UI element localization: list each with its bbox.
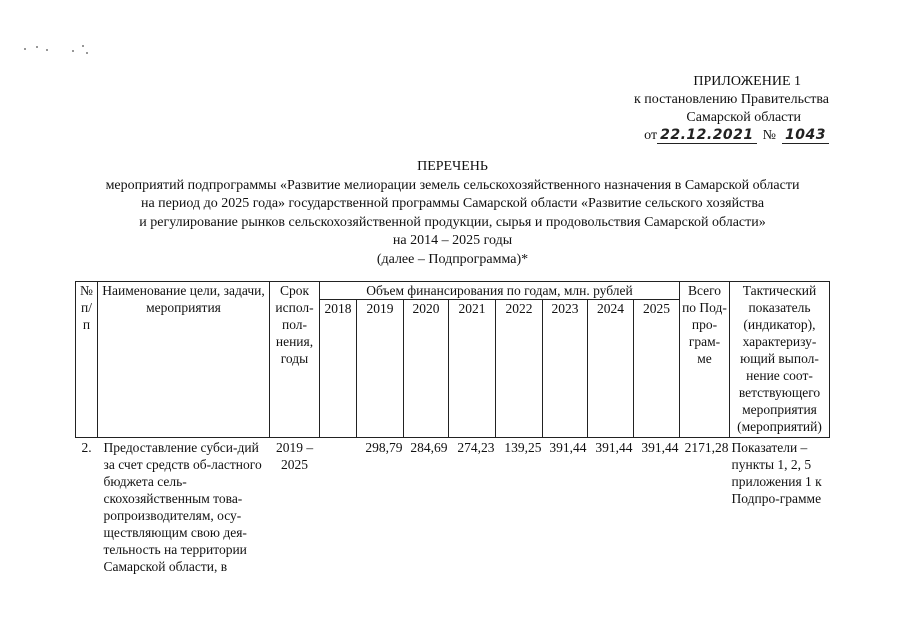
row-value-2025: 391,44 — [641, 440, 679, 455]
row-value-2021: 274,23 — [457, 440, 495, 455]
row-total: 2171,28 — [684, 440, 729, 455]
title-line3: и регулирование рынков сельскохозяйственной продукции, сырья и продовольствия Самарской области» — [139, 214, 766, 230]
header-year: 2019 — [357, 300, 404, 438]
funding-table — [75, 281, 830, 575]
date-prefix: от — [644, 128, 658, 143]
handwritten-number: 1043 — [782, 127, 829, 144]
row-name: Предоставление субси-дий за счет средств об-ластного бюджета сель-скохозяйственным това-ропроизводителям, осу-ществляющим свою дея-тельность на территории Самарской области, в — [103, 440, 262, 574]
header-year: 2020 — [404, 300, 449, 438]
header-year: 2021 — [449, 300, 496, 438]
row-value-2022: 139,25 — [504, 440, 542, 455]
row-num: 2. — [81, 440, 92, 455]
header-term: Срок испол-пол-нения, годы — [270, 282, 320, 438]
row-term: 2019 – 2025 — [275, 440, 314, 472]
appendix-block — [529, 73, 829, 145]
title-main: ПЕРЕЧЕНЬ — [417, 159, 488, 174]
appendix-signature-line — [529, 127, 829, 145]
header-year: 2024 — [588, 300, 634, 438]
table-row — [76, 438, 830, 576]
title-line4: на 2014 – 2025 годы — [392, 233, 513, 248]
header-year: 2018 — [320, 300, 357, 438]
scan-specks — [20, 42, 100, 56]
header-num: № п/п — [76, 282, 98, 438]
header-total: Всего по Под-про-грам-ме — [680, 282, 730, 438]
row-value-2018 — [320, 438, 357, 576]
header-year: 2025 — [634, 300, 680, 438]
row-value-2020: 284,69 — [410, 440, 448, 455]
appendix-line2: к постановлению Правительства — [633, 92, 829, 107]
row-value-2023: 391,44 — [549, 440, 587, 455]
appendix-line3: Самарской области — [686, 110, 801, 125]
handwritten-date: 22.12.2021 — [657, 127, 757, 144]
header-funding: Объем финансирования по годам, млн. рублей — [320, 282, 680, 300]
row-indicator: Показатели – пункты 1, 2, 5 приложения 1 к Подпро-грамме — [731, 440, 822, 506]
header-year: 2022 — [496, 300, 543, 438]
row-value-2019: 298,79 — [365, 440, 403, 455]
header-indicator: Тактический показатель (индикатор), характеризу-ющий выпол-нение соот-ветствующего мероприятия (мероприятий) — [730, 282, 830, 438]
title-line2: на период до 2025 года» государственной программы Самарской области «Развитие сельского хозяйства — [140, 196, 765, 211]
row-value-2024: 391,44 — [595, 440, 633, 455]
appendix-title: ПРИЛОЖЕНИЕ 1 — [693, 74, 801, 89]
title-line1: мероприятий подпрограммы «Развитие мелиорации земель сельскохозяйственного назначения в Самарской области — [105, 177, 800, 193]
document-title — [0, 158, 905, 269]
title-line5: (далее – Подпрограмма)* — [376, 251, 529, 267]
header-name: Наименование цели, задачи, мероприятия — [98, 282, 270, 438]
number-label: № — [762, 128, 777, 143]
header-row-1 — [76, 282, 830, 300]
header-year: 2023 — [543, 300, 588, 438]
